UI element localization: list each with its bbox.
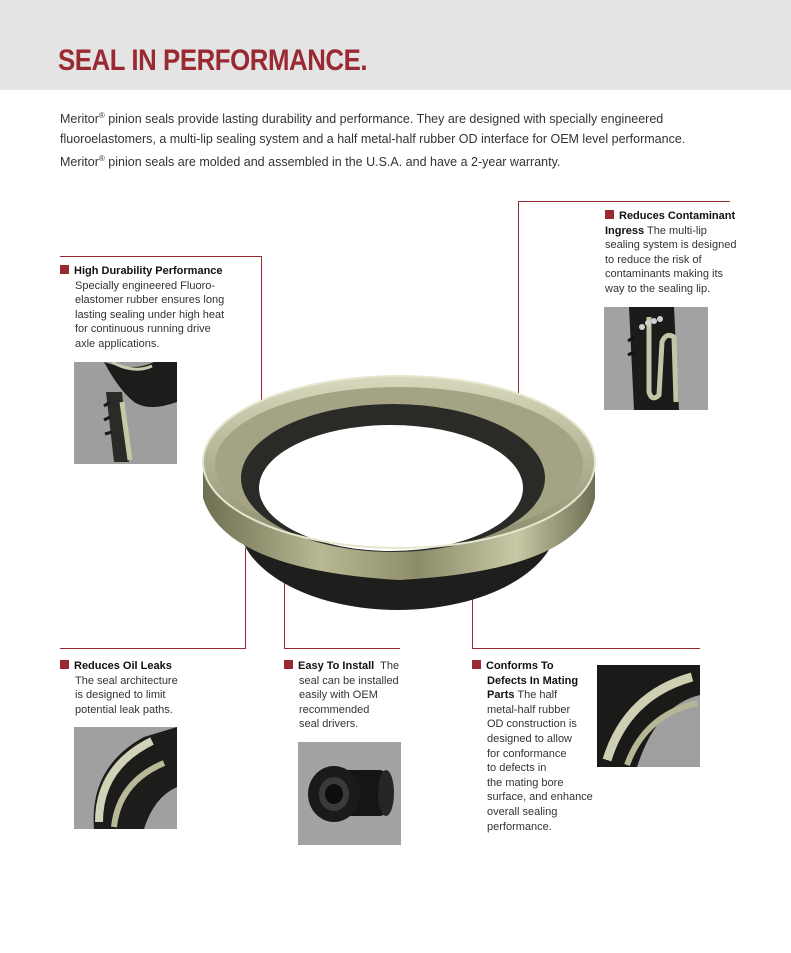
callout-text: performance. <box>487 820 552 833</box>
callout-text: way to the sealing lip. <box>605 282 711 295</box>
callout-text: metal-half rubber <box>487 703 571 716</box>
callout-text: recommended <box>299 703 370 716</box>
bullet-square-icon <box>60 265 69 274</box>
callout-text: potential leak paths. <box>75 703 173 716</box>
seal-lip-photo <box>604 307 708 410</box>
seal-od-photo <box>597 665 700 767</box>
callout-heading: Reduces Oil Leaks <box>74 660 172 672</box>
callout-text: for conformance <box>487 747 567 760</box>
seal-section-photo <box>74 727 177 829</box>
callout-text: The half <box>514 689 558 702</box>
callout-heading: High Durability Performance <box>74 265 223 277</box>
callout-text: sealing system is designed <box>605 239 737 252</box>
callout-text: Specially engineered Fluoro- <box>75 279 216 292</box>
callout-conforms-to-defects <box>472 659 602 834</box>
registered-mark: ® <box>98 154 105 164</box>
brand-name: Meritor <box>60 155 99 170</box>
callout-heading: Ingress <box>605 224 645 237</box>
callout-easy-to-install <box>284 659 414 732</box>
callout-heading: Easy To Install <box>298 660 375 672</box>
bullet-square-icon <box>284 660 293 669</box>
leader-line <box>518 201 730 202</box>
seal-cross-section-photo <box>74 362 177 464</box>
page-title: SEAL IN PERFORMANCE. <box>58 44 368 77</box>
intro-line-3: pinion seals are molded and assembled in the U.S.A. and have a 2-year warranty. <box>104 155 561 170</box>
leader-line <box>284 648 400 649</box>
intro-paragraph <box>60 106 760 172</box>
callout-reduces-contaminant <box>605 209 750 297</box>
callout-text: to defects in <box>487 762 547 775</box>
callout-heading: Parts <box>487 689 515 702</box>
callout-text: OD construction is <box>487 718 577 731</box>
callout-text: axle applications. <box>75 337 160 350</box>
callout-text: for continuous running drive <box>75 323 211 336</box>
seal-driver-photo <box>298 742 401 845</box>
callout-text: seal drivers. <box>299 718 359 731</box>
callout-text: contaminants making its <box>605 268 723 281</box>
registered-mark: ® <box>98 111 105 120</box>
callout-text: is designed to limit <box>75 689 166 702</box>
callout-heading: Defects In Mating <box>487 674 579 687</box>
callout-text: The multi-lip <box>644 224 707 237</box>
callout-text: to reduce the risk of <box>605 253 702 266</box>
callout-text: the mating bore <box>487 776 564 789</box>
pinion-seal-illustration <box>195 370 605 620</box>
leader-line <box>60 256 262 257</box>
callout-text: overall sealing <box>487 805 558 818</box>
callout-high-durability <box>60 264 260 352</box>
callout-text: elastomer rubber ensures long <box>75 294 225 307</box>
callout-heading: Reduces Contaminant <box>619 210 736 222</box>
leader-line <box>472 648 700 649</box>
bullet-square-icon <box>60 660 69 669</box>
callout-text: seal can be installed <box>299 674 399 687</box>
bullet-square-icon <box>605 210 614 219</box>
callout-text: lasting sealing under high heat <box>75 308 225 321</box>
callout-text: designed to allow <box>487 732 573 745</box>
callout-text: The <box>374 660 400 672</box>
callout-reduces-oil-leaks <box>60 659 210 717</box>
callout-text: surface, and enhance <box>487 791 593 804</box>
leader-line <box>60 648 246 649</box>
intro-line-2: fluoroelastomers, a multi-lip sealing system and a half metal-half rubber OD interface for OEM level performance. <box>60 132 686 147</box>
callout-heading: Conforms To <box>486 660 554 672</box>
callout-text: easily with OEM <box>299 689 378 702</box>
brand-name: Meritor <box>60 112 99 127</box>
callout-text: The seal architecture <box>75 674 178 687</box>
intro-line-1: pinion seals provide lasting durability and performance. They are designed with specially engineered <box>104 112 664 127</box>
bullet-square-icon <box>472 660 481 669</box>
